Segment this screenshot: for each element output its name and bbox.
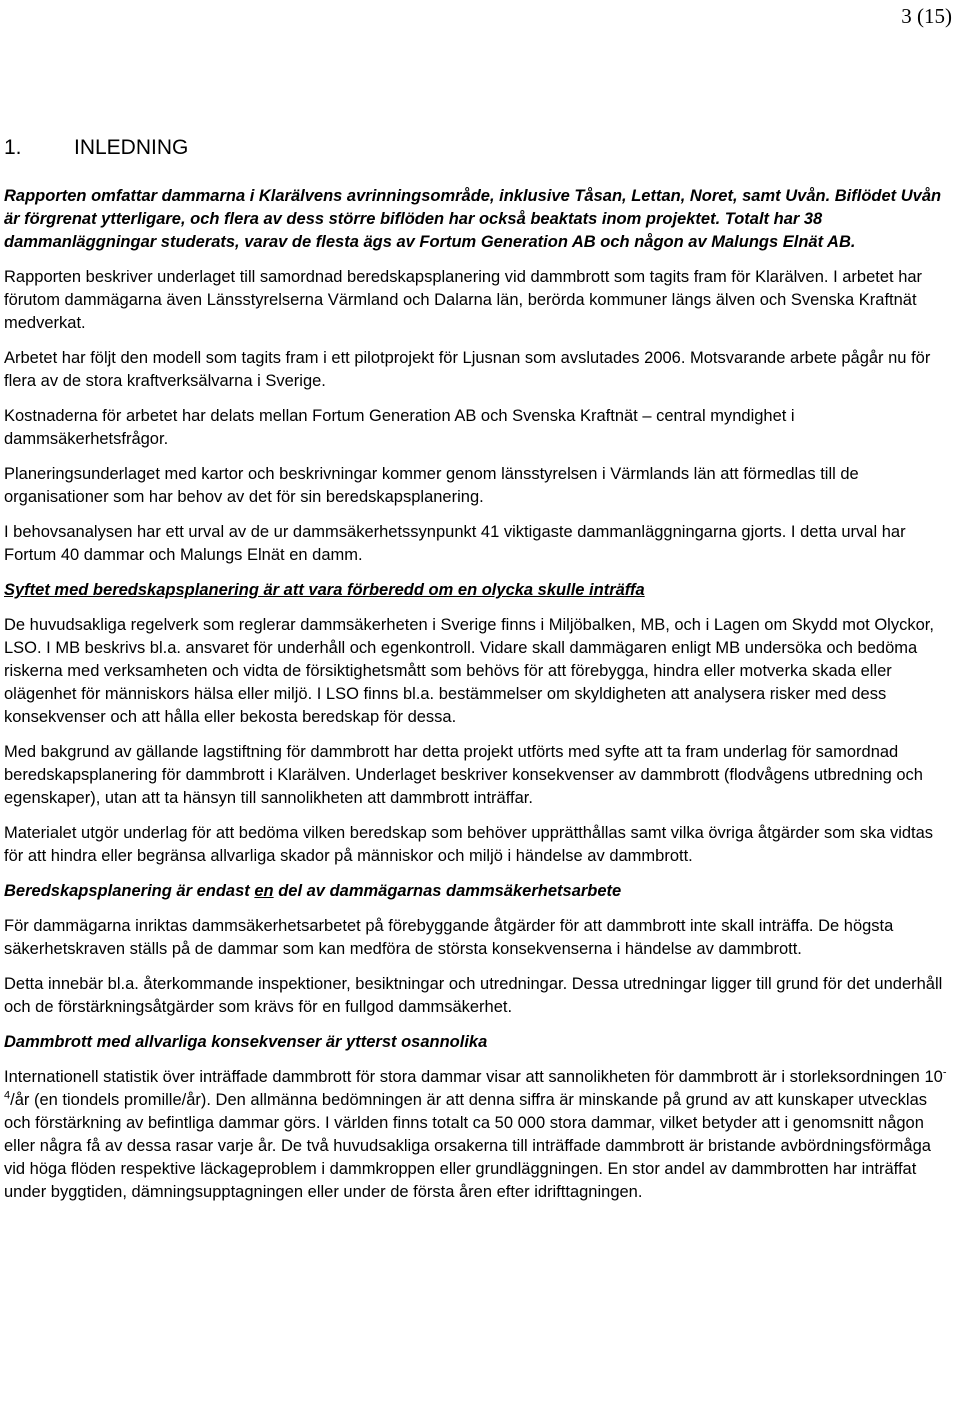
section-heading	[4, 136, 188, 159]
paragraph: Med bakgrund av gällande lagstiftning för dammbrott har detta projekt utförts med syfte att ta fram underlag för samordnad beredskapsplanering för dammbrott i Klarälven. Underlaget beskriver konsekvenser av dammbrott (flodvågens utbredning och egenskaper), utan att ta hänsyn till sannolikheten att dammbrott inträffar.	[4, 743, 923, 807]
document-body	[4, 185, 956, 1216]
exponent: -4	[4, 1066, 947, 1102]
heading-number: 1.	[4, 136, 22, 159]
paragraph: Kostnaderna för arbetet har delats mellan Fortum Generation AB och Svenska Kraftnät – central myndighet i dammsäkerhetsfrågor.	[4, 407, 795, 448]
paragraph-part: /år (en tiondels promille/år). Den allmänna bedömningen är att denna siffra är minskande på grund av att kunskaper utvecklas och förstärkning av befintliga dammar görs. I världen finns totalt ca 50 000 stora dammar, vilket betyder att i genomsnitt någon eller några få av dessa rasar varje år. De två huvudsakliga orsakerna till inträffade dammbrott är bristande avbördningsförmåga vid höga flöden respektive läckageproblem i dammkroppen eller grundläggningen. En stor andel av dammbrotten har inträffat under byggtiden, dämningsupptagningen eller under de första åren efter idrifttagningen.	[4, 1091, 931, 1201]
paragraph-part: Internationell statistik över inträffade dammbrott för stora dammar visar att sannolikheten för dammbrott är i storleksordningen 10	[4, 1068, 943, 1086]
paragraph: Rapporten beskriver underlaget till samordnad beredskapsplanering vid dammbrott som tagits fram för Klarälven. I arbetet har förutom dammägarna även Länsstyrelserna Värmland och Dalarna län, berörda kommuner längs älven och Svenska Kraftnät medverkat.	[4, 268, 923, 332]
paragraph: Planeringsunderlaget med kartor och beskrivningar kommer genom länsstyrelsen i Värmlands län att förmedlas till de organisationer som har behov av det för sin beredskapsplanering.	[4, 465, 859, 506]
subheading-underlined-word: en	[254, 882, 274, 900]
paragraph: Detta innebär bl.a. återkommande inspektioner, besiktningar och utredningar. Dessa utredningar ligger till grund för det underhåll och de förstärkningsåtgärder som krävs för en fullgod dammsäkerhet.	[4, 975, 943, 1016]
page-number: 3 (15)	[901, 4, 952, 28]
paragraph: Materialet utgör underlag för att bedöma vilken beredskap som behöver upprätthållas samt vilka övriga åtgärder som ska vidtas för att hindra eller begränsa allvarliga skador på människor och miljö i händelse av dammbrott.	[4, 824, 934, 865]
subheading-syftet: Syftet med beredskapsplanering är att vara förberedd om en olycka skulle inträffa	[4, 581, 645, 599]
subheading-part: Beredskapsplanering är endast	[4, 882, 255, 900]
subheading-dammbrott: Dammbrott med allvarliga konsekvenser är ytterst osannolika	[4, 1033, 488, 1051]
paragraph-statistics	[4, 1066, 956, 1204]
paragraph: De huvudsakliga regelverk som reglerar dammsäkerheten i Sverige finns i Miljöbalken, MB, och i Lagen om Skydd mot Olyckor, LSO. I MB beskrivs bl.a. ansvaret för underhåll och egenkontroll. Vidare skall dammägaren enligt MB undersöka och bedöma riskerna med verksamheten och vidta de försiktighetsmått som behövs för att förebygga, hindra eller motverka skada eller olägenhet för människors hälsa eller miljö. I LSO finns bl.a. bestämmelser om skyldigheten att analysera risker med dess konsekvenser och att hålla eller bekosta beredskap för dessa.	[4, 616, 934, 726]
paragraph: I behovsanalysen har ett urval av de ur dammsäkerhetssynpunkt 41 viktigaste dammanläggningarna gjorts. I detta urval har Fortum 40 dammar och Malungs Elnät en damm.	[4, 523, 906, 564]
paragraph: För dammägarna inriktas dammsäkerhetsarbetet på förebyggande åtgärder för att dammbrott inte skall inträffa. De högsta säkerhetskraven ställs på de dammar som kan medföra de största konsekvenserna i händelse av dammbrott.	[4, 917, 894, 958]
subheading-beredskapsplanering	[4, 880, 956, 903]
paragraph: Arbetet har följt den modell som tagits fram i ett pilotprojekt för Ljusnan som avslutades 2006. Motsvarande arbete pågår nu för flera av de stora kraftverksälvarna i Sverige.	[4, 349, 931, 390]
heading-title: INLEDNING	[74, 136, 189, 159]
subheading-part: del av dammägarnas dammsäkerhetsarbete	[273, 882, 622, 900]
intro-paragraph: Rapporten omfattar dammarna i Klarälvens avrinningsområde, inklusive Tåsan, Lettan, Noret, samt Uvån. Biflödet Uvån är förgrenat ytterligare, och flera av dess större biflöden har också beaktats inom projektet. Totalt har 38 dammanläggningar studerats, varav de flesta ägs av Fortum Generation AB och någon av Malungs Elnät AB.	[4, 187, 942, 251]
